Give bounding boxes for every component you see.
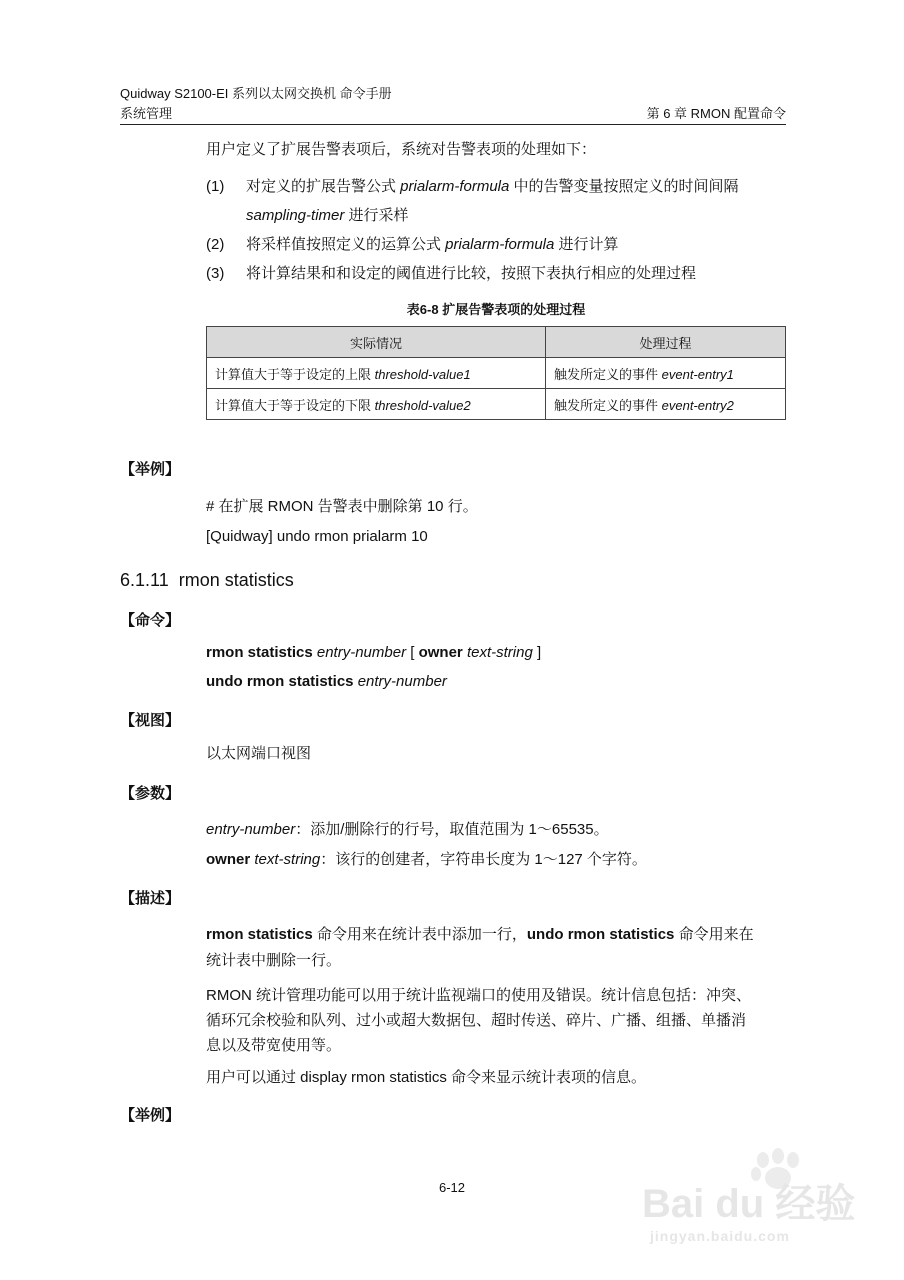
view-text: 以太网端口视图 [206,745,312,762]
command-syntax: rmon statistics entry-number [ owner text-string ] [206,644,542,661]
command-heading: 【命令】 [120,612,181,629]
step-number: (3) [206,265,225,282]
params-heading: 【参数】 [120,785,181,802]
table-header-row [207,327,786,358]
doc-title: Quidway S2100-EI 系列以太网交换机 命令手册 [120,86,392,101]
desc-line: RMON 统计管理功能可以用于统计监视端口的使用及错误。统计信息包括：冲突、 [206,987,751,1004]
section-heading: 6.1.11 rmon statistics [120,570,294,590]
step-number: (1) [206,178,225,195]
intro-text: 用户定义了扩展告警表项后，系统对告警表项的处理如下： [206,141,597,158]
header-section: 系统管理 [120,106,173,121]
param-entry-number: entry-number：添加/删除行的行号，取值范围为 1～65535。 [206,821,609,838]
process-table [206,326,786,420]
table-cell: 触发所定义的事件 event-entry2 [546,389,786,420]
step-text-cont: sampling-timer 进行采样 [246,207,409,224]
watermark [640,1146,870,1246]
desc-heading: 【描述】 [120,890,181,907]
step-text: 将计算结果和和设定的阈值进行比较，按照下表执行相应的处理过程 [246,265,697,282]
watermark-logo: Bai du 经验 [642,1182,856,1226]
desc-line: 用户可以通过 display rmon statistics 命令来显示统计表项的信息。 [206,1069,647,1086]
desc-line: rmon statistics 命令用来在统计表中添加一行，undo rmon statistics 命令用来在 [206,926,754,943]
example-heading: 【举例】 [120,461,181,478]
table-row [207,358,786,389]
header-chapter: 第 6 章 RMON 配置命令 [646,106,786,121]
example-heading: 【举例】 [120,1107,181,1124]
header-rule [120,124,786,125]
step-text: 将采样值按照定义的运算公式 prialarm-formula 进行计算 [246,236,619,253]
example-code: [Quidway] undo rmon prialarm 10 [206,528,428,545]
view-heading: 【视图】 [120,712,181,729]
table-caption: 表6-8 扩展告警表项的处理过程 [406,302,586,317]
table-cell: 触发所定义的事件 event-entry1 [546,358,786,389]
step-text: 对定义的扩展告警公式 prialarm-formula 中的告警变量按照定义的时间间隔 [246,178,739,195]
desc-line: 统计表中删除一行。 [206,952,342,969]
table-cell: 计算值大于等于设定的下限 threshold-value2 [207,389,546,420]
table-header: 实际情况 [207,327,546,358]
command-undo-syntax: undo rmon statistics entry-number [206,673,447,690]
page-number: 6-12 [438,1180,466,1195]
example-comment: # 在扩展 RMON 告警表中删除第 10 行。 [206,498,478,515]
table-header: 处理过程 [546,327,786,358]
step-number: (2) [206,236,225,253]
watermark-url: jingyan.baidu.com [650,1228,790,1244]
desc-line: 息以及带宽使用等。 [206,1037,342,1054]
table-cell: 计算值大于等于设定的上限 threshold-value1 [207,358,546,389]
param-owner: owner text-string：该行的创建者，字符串长度为 1～127 个字符。 [206,851,647,868]
table-row [207,389,786,420]
desc-line: 循环冗余校验和队列、过小或超大数据包、超时传送、碎片、广播、组播、单播消 [206,1012,747,1029]
